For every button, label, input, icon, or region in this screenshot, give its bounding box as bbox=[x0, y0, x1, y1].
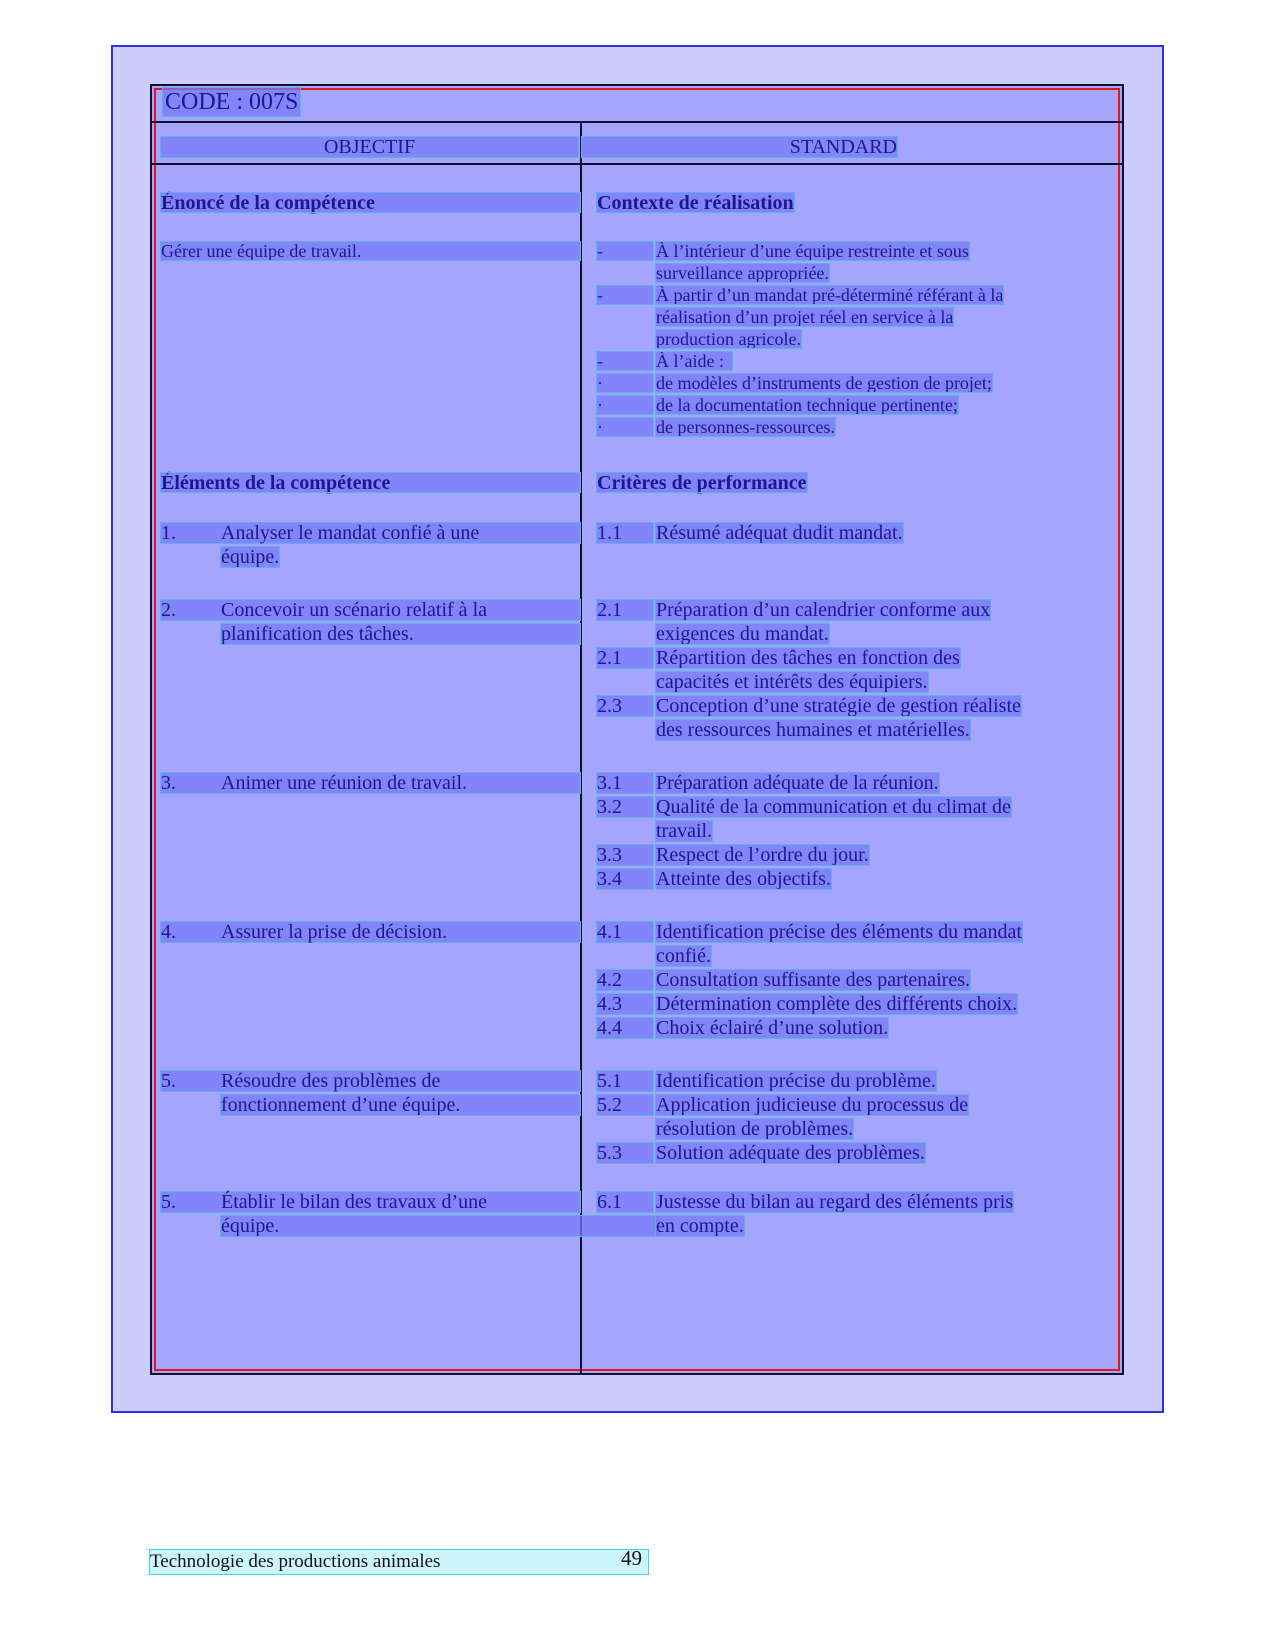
element-row bbox=[161, 773, 580, 793]
critere-text: Solution adéquate des problèmes. bbox=[656, 1142, 925, 1164]
contexte-bullet: · bbox=[597, 418, 653, 436]
element-number: 3. bbox=[161, 772, 176, 794]
element-number: 2. bbox=[161, 599, 176, 621]
critere-number: 3.3 bbox=[597, 845, 653, 865]
critere-number: 5.3 bbox=[597, 1143, 653, 1163]
critere-number: 4.2 bbox=[597, 970, 653, 990]
contexte-line: de modèles d’instruments de gestion de projet; bbox=[656, 373, 992, 393]
critere-text: Choix éclairé d’une solution. bbox=[656, 1017, 889, 1039]
critere-number: 4.3 bbox=[597, 994, 653, 1014]
critere-text: Qualité de la communication et du climat de bbox=[656, 796, 1011, 818]
critere-number: 2.1 bbox=[597, 600, 653, 620]
element-row bbox=[161, 1192, 580, 1212]
critere-text: Application judicieuse du processus de bbox=[656, 1094, 969, 1116]
criteres-title: Critères de performance bbox=[597, 472, 807, 494]
contexte-line: de la documentation technique pertinente; bbox=[656, 395, 958, 415]
critere-number: 2.3 bbox=[597, 696, 653, 716]
enonce-text: Gérer une équipe de travail. bbox=[161, 242, 580, 260]
element-row bbox=[161, 600, 580, 620]
critere-text: Répartition des tâches en fonction des bbox=[656, 647, 960, 669]
enonce-title: Énoncé de la compétence bbox=[161, 193, 580, 212]
critere-text: Préparation d’un calendrier conforme aux bbox=[656, 599, 991, 621]
critere-text: des ressources humaines et matérielles. bbox=[656, 719, 970, 741]
contexte-line: de personnes-ressources. bbox=[656, 417, 835, 437]
critere-number: 5.1 bbox=[597, 1071, 653, 1091]
footer-title: Technologie des productions animales bbox=[150, 1550, 648, 1574]
critere-text: travail. bbox=[656, 820, 713, 842]
element-text: Résoudre des problèmes de bbox=[221, 1070, 441, 1092]
contexte-line: À l’aide : bbox=[656, 352, 732, 370]
column-divider bbox=[580, 121, 582, 1375]
contexte-line: À l’intérieur d’une équipe restreinte et sous bbox=[656, 241, 969, 261]
contexte-line: production agricole. bbox=[656, 329, 801, 349]
element-text: Analyser le mandat confié à une bbox=[221, 522, 480, 544]
critere-text: Résumé adéquat dudit mandat. bbox=[656, 522, 903, 544]
critere-text: résolution de problèmes. bbox=[656, 1118, 854, 1140]
critere-text: Préparation adéquate de la réunion. bbox=[656, 772, 939, 794]
critere-text: Respect de l’ordre du jour. bbox=[656, 844, 869, 866]
critere-number: 3.2 bbox=[597, 797, 653, 817]
critere-text: capacités et intérêts des équipiers. bbox=[656, 671, 928, 693]
critere-text: Consultation suffisante des partenaires. bbox=[656, 969, 971, 991]
contexte-title: Contexte de réalisation bbox=[597, 192, 794, 214]
element-number: 5. bbox=[161, 1191, 176, 1213]
element-number: 5. bbox=[161, 1070, 176, 1092]
critere-number: 4.4 bbox=[597, 1018, 653, 1038]
code-title: CODE : 007S bbox=[165, 89, 299, 115]
column-header-objectif: OBJECTIF bbox=[161, 137, 578, 157]
critere-number: 3.4 bbox=[597, 869, 653, 889]
critere-text: Justesse du bilan au regard des éléments pris bbox=[656, 1191, 1014, 1213]
contexte-bullet: - bbox=[597, 242, 653, 260]
column-header-standard: STANDARD bbox=[582, 137, 897, 157]
contexte-line: réalisation d’un projet réel en service à la bbox=[656, 307, 954, 327]
table-inner-border bbox=[154, 88, 1120, 1371]
element-text: Concevoir un scénario relatif à la bbox=[221, 599, 487, 621]
element-row bbox=[161, 1071, 580, 1091]
column-header-divider bbox=[150, 163, 1124, 165]
critere-number: 6.1 bbox=[597, 1192, 653, 1212]
element-row bbox=[161, 922, 580, 942]
critere-text: Identification précise du problème. bbox=[656, 1070, 936, 1092]
contexte-line: surveillance appropriée. bbox=[656, 263, 829, 283]
element-row bbox=[161, 523, 580, 543]
element-text: planification des tâches. bbox=[221, 624, 580, 644]
element-number: 4. bbox=[161, 921, 176, 943]
contexte-bullet: · bbox=[597, 396, 653, 414]
elements-title: Éléments de la compétence bbox=[161, 473, 580, 492]
critere-text: confié. bbox=[656, 945, 711, 967]
critere-text: en compte. bbox=[656, 1215, 744, 1237]
critere-text: exigences du mandat. bbox=[656, 623, 829, 645]
header-divider bbox=[150, 121, 1124, 123]
element-text: Animer une réunion de travail. bbox=[221, 772, 468, 794]
critere-number: 5.2 bbox=[597, 1095, 653, 1115]
page-number: 49 bbox=[621, 1546, 642, 1570]
critere-text: Identification précise des éléments du mandat bbox=[656, 921, 1022, 943]
critere-number: 1.1 bbox=[597, 523, 653, 543]
critere-number: 3.1 bbox=[597, 773, 653, 793]
critere-text: Conception d’une stratégie de gestion réaliste bbox=[656, 695, 1021, 717]
critere-text: Détermination complète des différents choix. bbox=[656, 993, 1018, 1015]
element-text: fonctionnement d’une équipe. bbox=[221, 1095, 580, 1115]
critere-text: Atteinte des objectifs. bbox=[656, 868, 831, 890]
element-text: Établir le bilan des travaux d’une bbox=[221, 1191, 488, 1213]
contexte-bullet: - bbox=[597, 352, 653, 370]
contexte-bullet: - bbox=[597, 286, 653, 304]
element-text: équipe. bbox=[221, 546, 280, 568]
critere-number: 4.1 bbox=[597, 922, 653, 942]
element-text: équipe. bbox=[221, 1216, 659, 1236]
contexte-bullet: · bbox=[597, 374, 653, 392]
element-text: Assurer la prise de décision. bbox=[221, 921, 448, 943]
contexte-line: À partir d’un mandat pré-déterminé référant à la bbox=[656, 285, 1004, 305]
element-number: 1. bbox=[161, 522, 176, 544]
critere-number: 2.1 bbox=[597, 648, 653, 668]
